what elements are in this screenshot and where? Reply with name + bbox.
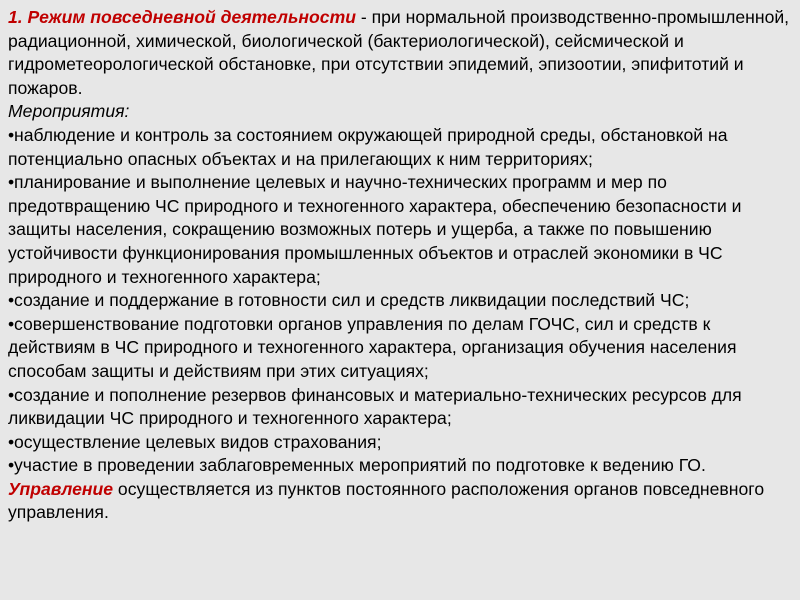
list-item bbox=[8, 124, 794, 171]
measure-text: планирование и выполнение целевых и научно-технических программ и мер по предотвращению ЧС природного и техногенного характера, обеспечению безопасности и защиты населения, сокращению возможных потерь и ущерба, а также по повышению устойчивости функционирования промышленных объектов и отраслей экономики в ЧС природного и техногенного характера; bbox=[8, 172, 742, 287]
measures-list bbox=[8, 124, 794, 478]
management-paragraph bbox=[8, 478, 794, 525]
measure-text: совершенствование подготовки органов управления по делам ГОЧС, сил и средств к действиям в ЧС природного и техногенного характера, организация обучения населения способам защиты и действиям при этих ситуациях; bbox=[8, 313, 737, 381]
management-title: Управление bbox=[8, 478, 114, 499]
bullet: • bbox=[8, 313, 15, 334]
bullet: • bbox=[8, 124, 15, 145]
list-item bbox=[8, 313, 794, 384]
list-item bbox=[8, 431, 794, 455]
measure-text: наблюдение и контроль за состоянием окружающей природной среды, обстановкой на потенциально опасных объектах и на прилегающих к ним территориях; bbox=[8, 124, 728, 169]
mode-description: - при нормальной производственно-промышленной, радиационной, химической, биологической (бактериологической), сейсмической и гидрометеорологической обстановке, при отсутствии эпидемий, эпизоотии, эпифитотий и пожаров. bbox=[8, 7, 790, 98]
heading-paragraph bbox=[8, 6, 794, 100]
bullet: • bbox=[8, 290, 15, 311]
mode-title: 1. Режим повседневной деятельности bbox=[8, 7, 356, 27]
list-item bbox=[8, 454, 794, 478]
bullet: • bbox=[8, 172, 15, 193]
list-item bbox=[8, 289, 794, 313]
measures-label: Мероприятия: bbox=[8, 101, 130, 122]
bullet: • bbox=[8, 431, 15, 452]
management-text: осуществляется из пунктов постоянного расположения органов повседневного управления. bbox=[8, 478, 765, 523]
measure-text: создание и пополнение резервов финансовых и материально-технических ресурсов для ликвидации ЧС природного и техногенного характера; bbox=[8, 384, 742, 429]
list-item bbox=[8, 171, 794, 289]
bullet: • bbox=[8, 455, 15, 476]
measure-text: осуществление целевых видов страхования; bbox=[14, 431, 382, 452]
bullet: • bbox=[8, 384, 15, 405]
measure-text: участие в проведении заблаговременных мероприятий по подготовке к ведению ГО. bbox=[14, 455, 706, 476]
measure-text: создание и поддержание в готовности сил и средств ликвидации последствий ЧС; bbox=[14, 290, 690, 311]
list-item bbox=[8, 384, 794, 431]
